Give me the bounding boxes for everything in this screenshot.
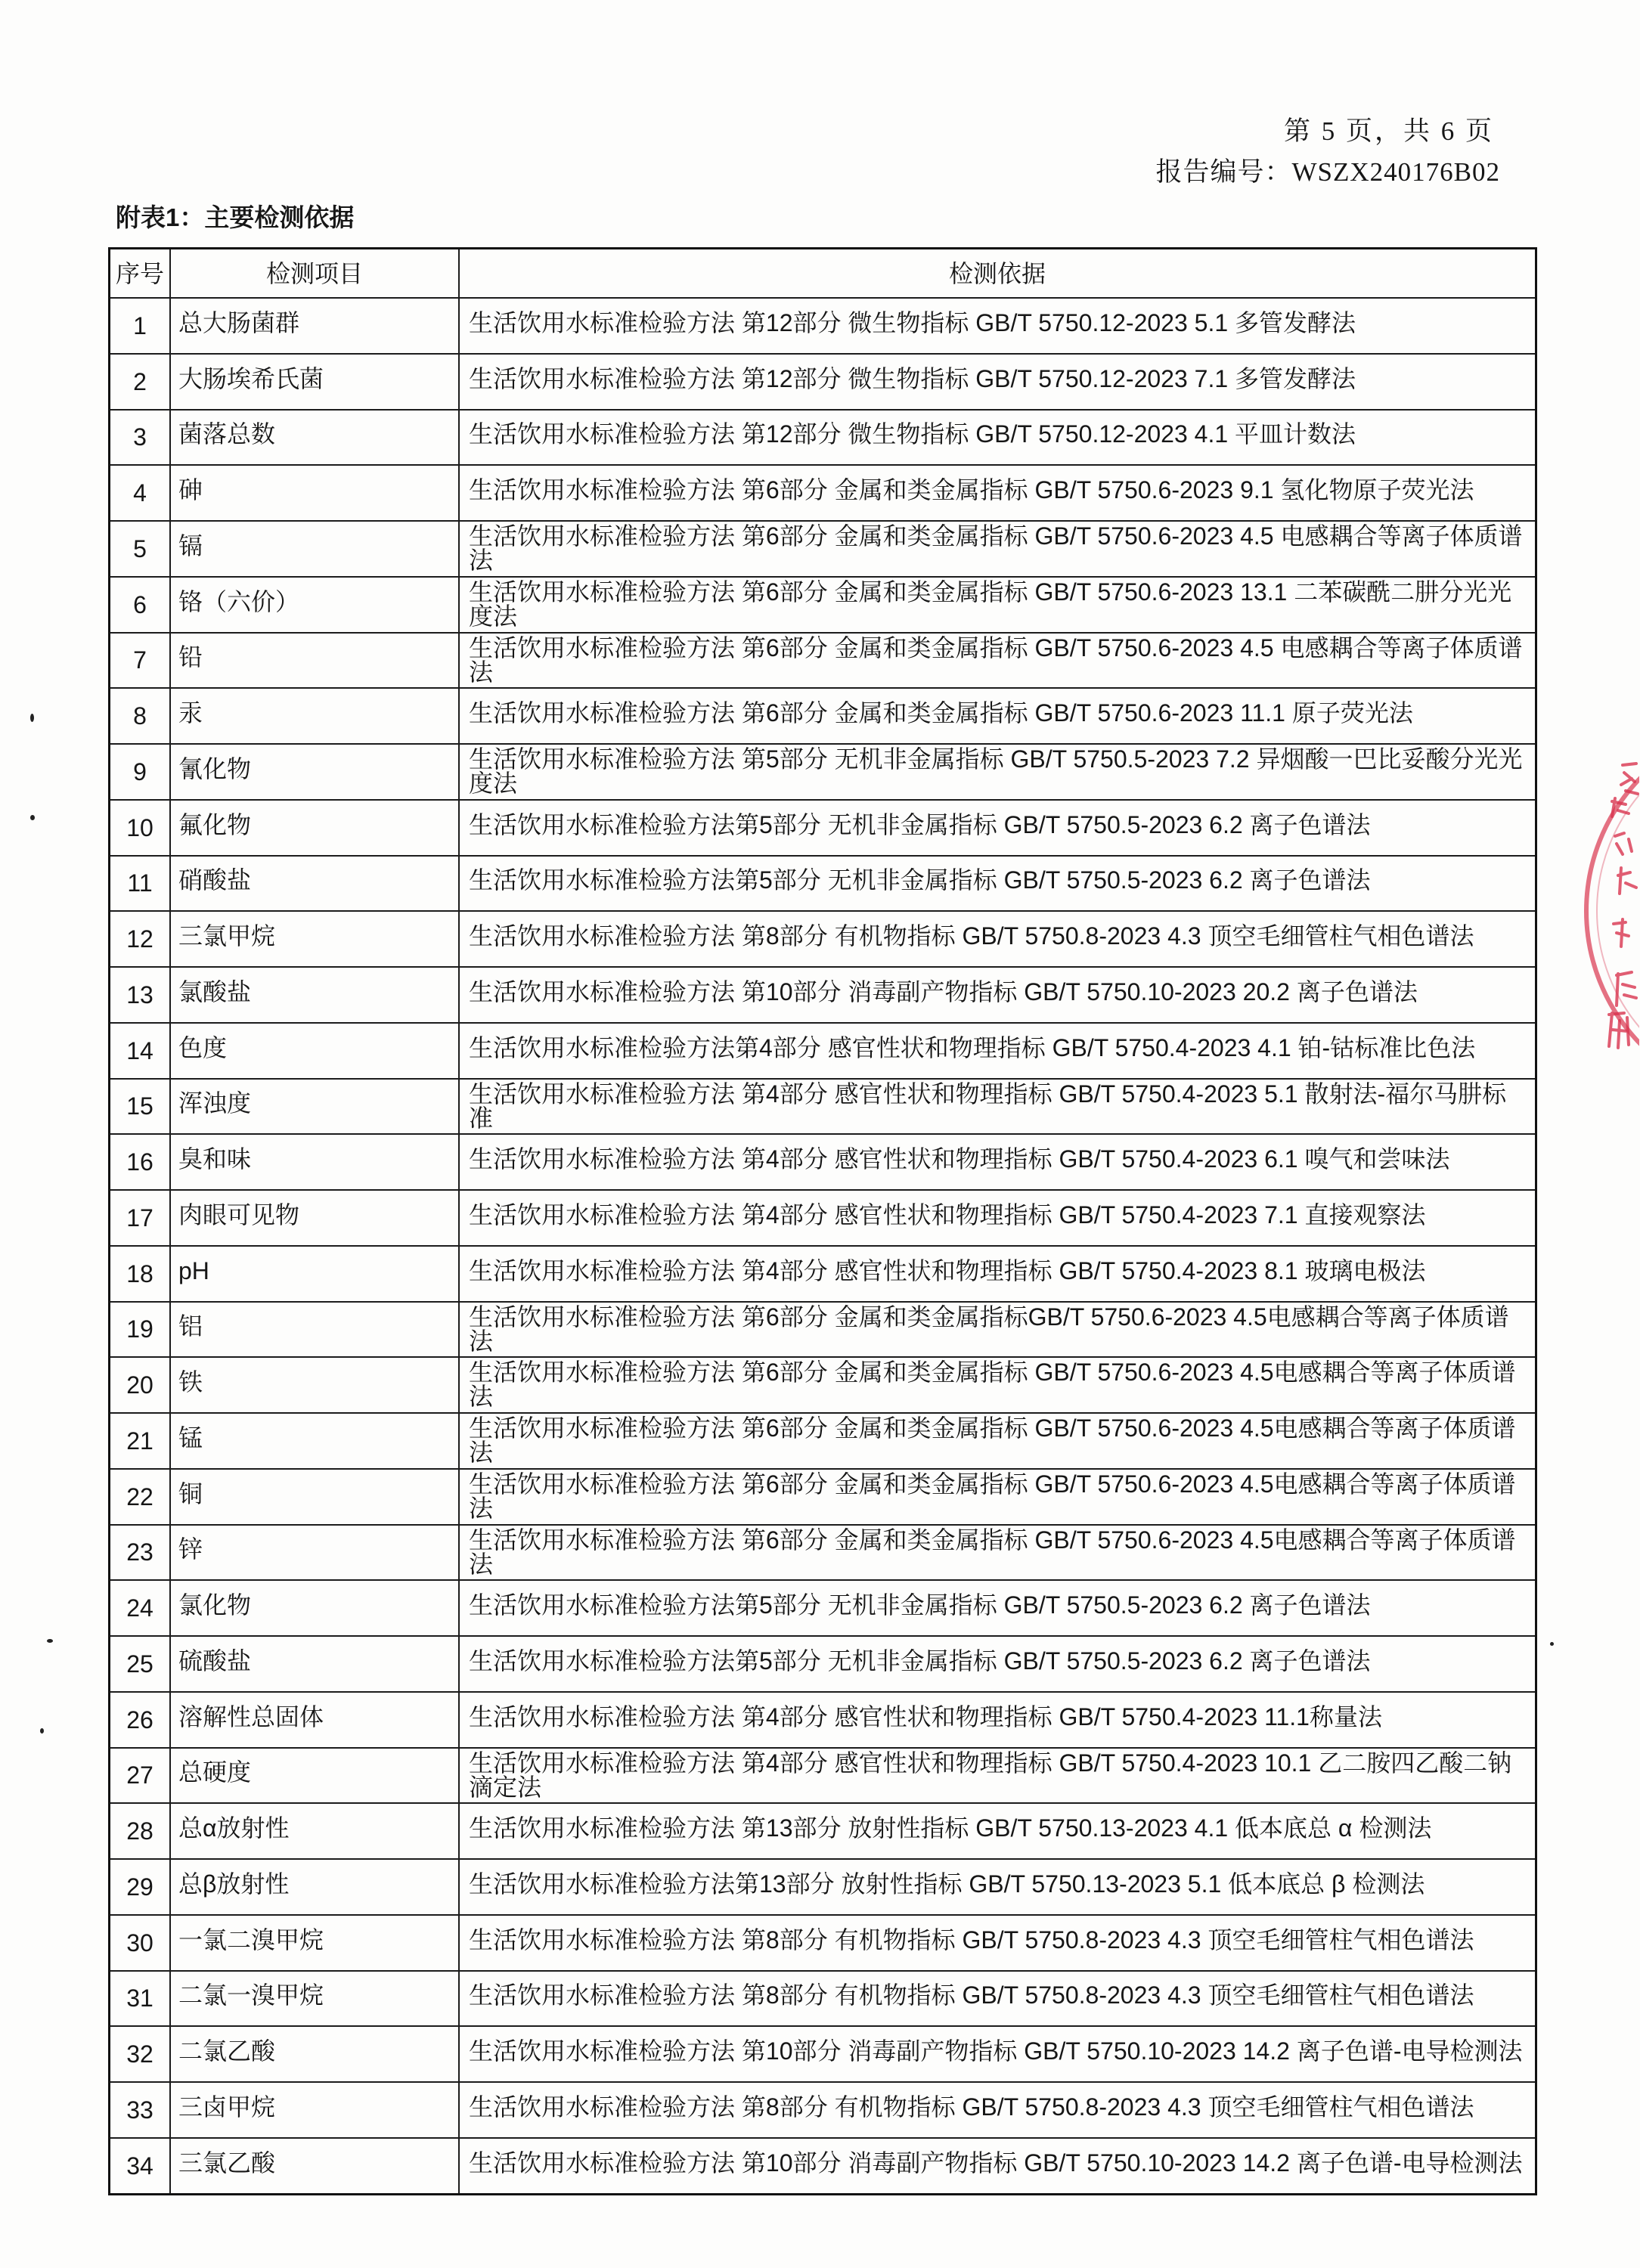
test-method-cell [458,1693,1535,1747]
test-method: 生活饮用水标准检验方法 第5部分 无机非金属指标 GB/T 5750.5-2023 7.2 异烟酸一巴比妥酸分光光度法 [469,745,1523,798]
test-item: 总β放射性 [178,1870,290,1898]
scan-speck [40,1728,44,1734]
test-method: 生活饮用水标准检验方法 第6部分 金属和类金属指标 GB/T 5750.6-2023 9.1 氢化物原子荧光法 [469,476,1474,504]
test-method-cell [458,1080,1535,1134]
table-row [110,1412,1535,1468]
row-number: 17 [126,1204,153,1232]
test-item: 色度 [178,1033,228,1061]
test-item-cell [169,634,458,688]
table-row [110,353,1535,409]
table-body [110,297,1535,2193]
row-number-cell [110,1972,169,2026]
test-method-cell [458,1358,1535,1412]
test-item: 镉 [178,531,203,559]
test-item: 二氯一溴甲烷 [178,1981,324,2009]
test-method-cell [458,466,1535,520]
row-number: 25 [126,1650,153,1678]
table-row [110,1970,1535,2026]
official-seal-partial [1579,748,1639,1074]
test-item-cell [169,466,458,520]
test-method: 生活饮用水标准检验方法第5部分 无机非金属指标 GB/T 5750.5-2023 6.2 离子色谱法 [469,1647,1371,1675]
row-number-cell [110,2027,169,2081]
row-number: 20 [126,1371,153,1399]
test-item: 二氯乙酸 [178,2037,276,2065]
test-item-cell [169,1470,458,1524]
row-number: 23 [126,1538,153,1566]
row-number-cell [110,689,169,743]
test-method: 生活饮用水标准检验方法 第6部分 金属和类金属指标GB/T 5750.6-2023 4.5电感耦合等离子体质谱法 [469,1303,1509,1355]
row-number-cell [110,745,169,799]
test-item: 大肠埃希氏菌 [178,364,324,392]
test-item: 浑浊度 [178,1089,252,1117]
test-item: 汞 [178,699,203,727]
row-number: 14 [126,1036,153,1064]
column-header-no: 序号 [115,259,164,287]
row-number-cell [110,1749,169,1803]
row-number: 22 [126,1483,153,1510]
row-number: 27 [126,1761,153,1789]
test-item: 硫酸盐 [178,1647,252,1675]
report-number-label: 报告编号： [1155,157,1292,187]
test-item-cell [169,1303,458,1357]
row-number: 18 [126,1259,153,1287]
row-number: 9 [133,758,147,785]
test-method: 生活饮用水标准检验方法 第6部分 金属和类金属指标 GB/T 5750.6-2023 4.5 电感耦合等离子体质谱法 [469,522,1523,575]
row-number-cell [110,1916,169,1970]
test-method: 生活饮用水标准检验方法第5部分 无机非金属指标 GB/T 5750.5-2023 6.2 离子色谱法 [469,810,1371,838]
table-row [110,632,1535,688]
test-item-cell [169,1247,458,1301]
row-number-cell [110,857,169,911]
row-number: 2 [133,367,147,395]
test-method-cell [458,1804,1535,1858]
test-method: 生活饮用水标准检验方法 第12部分 微生物指标 GB/T 5750.12-2023 5.1 多管发酵法 [469,308,1356,336]
test-method: 生活饮用水标准检验方法 第8部分 有机物指标 GB/T 5750.8-2023 4.3 顶空毛细管柱气相色谱法 [469,1926,1474,1954]
table-row [110,409,1535,465]
row-number-cell [110,411,169,465]
table-row [110,576,1535,632]
test-method-cell [458,355,1535,409]
test-method-cell [458,1191,1535,1245]
test-method-cell [458,1637,1535,1691]
test-method: 生活饮用水标准检验方法 第13部分 放射性指标 GB/T 5750.13-2023 4.1 低本底总 α 检测法 [469,1814,1432,1842]
row-number: 8 [133,702,147,730]
test-item-cell [169,1526,458,1580]
test-item: 铬（六价） [178,587,300,615]
table-row [110,1301,1535,1357]
row-number: 30 [126,1929,153,1957]
table-row [110,1579,1535,1635]
row-number-cell [110,1024,169,1078]
test-item: 三氯甲烷 [178,922,276,950]
test-method-cell [458,1247,1535,1301]
inspection-basis-table [108,247,1537,2195]
appendix-title: 附表1：主要检测依据 [116,203,355,231]
row-number: 15 [126,1092,153,1120]
test-item: pH [178,1256,209,1284]
table-row [110,1133,1535,1189]
row-number: 5 [133,534,147,562]
test-item-cell [169,1972,458,2026]
seal-ring [1586,748,1639,1074]
test-item: 菌落总数 [178,420,276,448]
row-number-cell [110,1135,169,1189]
test-item-cell [169,2027,458,2081]
row-number-cell [110,968,169,1022]
row-number-cell [110,1693,169,1747]
column-header-no-cell [110,249,169,297]
table-row [110,1691,1535,1747]
row-number: 28 [126,1817,153,1845]
table-row [110,910,1535,966]
table-row [110,855,1535,911]
row-number-cell [110,1860,169,1914]
table-row [110,966,1535,1022]
test-item-cell [169,2139,458,2193]
test-method-cell [458,1303,1535,1357]
row-number-cell [110,299,169,353]
scan-speck [1550,1642,1554,1646]
row-number: 24 [126,1594,153,1622]
test-method-cell [458,689,1535,743]
row-number: 10 [126,813,153,841]
test-item: 一氯二溴甲烷 [178,1926,324,1954]
table-row [110,1635,1535,1691]
test-item-cell [169,1749,458,1803]
row-number-cell [110,522,169,576]
row-number-cell [110,1247,169,1301]
test-method: 生活饮用水标准检验方法 第10部分 消毒副产物指标 GB/T 5750.10-2023 14.2 离子色谱-电导检测法 [469,2149,1523,2177]
report-number-value: WSZX240176B02 [1291,157,1500,187]
test-item-cell [169,355,458,409]
row-number-cell [110,912,169,966]
row-number-cell [110,1080,169,1134]
test-method-cell [458,857,1535,911]
table-row [110,297,1535,353]
test-item-cell [169,689,458,743]
test-method-cell [458,968,1535,1022]
table-row [110,1356,1535,1412]
test-method-cell [458,1749,1535,1803]
row-number-cell [110,578,169,632]
test-item: 铜 [178,1479,203,1507]
row-number: 33 [126,2096,153,2124]
test-item-cell [169,2083,458,2137]
test-item: 砷 [178,476,203,504]
test-method: 生活饮用水标准检验方法 第10部分 消毒副产物指标 GB/T 5750.10-2023 14.2 离子色谱-电导检测法 [469,2037,1523,2065]
test-method: 生活饮用水标准检验方法 第12部分 微生物指标 GB/T 5750.12-2023 4.1 平皿计数法 [469,420,1356,448]
test-item-cell [169,968,458,1022]
test-item: 氰化物 [178,754,252,782]
test-method: 生活饮用水标准检验方法 第4部分 感官性状和物理指标 GB/T 5750.4-2023 6.1 嗅气和尝味法 [469,1145,1450,1173]
test-method: 生活饮用水标准检验方法 第4部分 感官性状和物理指标 GB/T 5750.4-2023 8.1 玻璃电极法 [469,1256,1426,1284]
test-method: 生活饮用水标准检验方法 第6部分 金属和类金属指标 GB/T 5750.6-2023 4.5电感耦合等离子体质谱法 [469,1526,1516,1578]
test-item: 总硬度 [178,1758,252,1786]
row-number: 12 [126,925,153,953]
test-method: 生活饮用水标准检验方法第4部分 感官性状和物理指标 GB/T 5750.4-2023 4.1 铂-钴标准比色法 [469,1033,1476,1061]
test-method: 生活饮用水标准检验方法 第4部分 感官性状和物理指标 GB/T 5750.4-2023 5.1 散射法-福尔马肼标准 [469,1080,1507,1132]
test-method-cell [458,1581,1535,1635]
test-item-cell [169,1135,458,1189]
row-number: 29 [126,1873,153,1901]
table-row [110,1747,1535,1803]
row-number: 13 [126,981,153,1009]
test-item-cell [169,1414,458,1468]
test-method: 生活饮用水标准检验方法第13部分 放射性指标 GB/T 5750.13-2023 5.1 低本底总 β 检测法 [469,1870,1425,1898]
test-method-cell [458,912,1535,966]
test-method: 生活饮用水标准检验方法 第6部分 金属和类金属指标 GB/T 5750.6-2023 4.5电感耦合等离子体质谱法 [469,1470,1516,1522]
test-method-cell [458,1860,1535,1914]
row-number: 26 [126,1706,153,1734]
row-number: 3 [133,423,147,451]
row-number-cell [110,1303,169,1357]
table-row [110,2137,1535,2193]
row-number-cell [110,1804,169,1858]
test-item: 硝酸盐 [178,866,252,894]
test-method-cell [458,2027,1535,2081]
test-method-cell [458,522,1535,576]
test-method-cell [458,411,1535,465]
table-row [110,1022,1535,1078]
test-method: 生活饮用水标准检验方法 第6部分 金属和类金属指标 GB/T 5750.6-2023 4.5电感耦合等离子体质谱法 [469,1414,1516,1467]
test-item: 溶解性总固体 [178,1703,324,1730]
test-method-cell [458,2139,1535,2193]
row-number: 16 [126,1148,153,1176]
test-item: 氟化物 [178,810,252,838]
table-row [110,2081,1535,2137]
row-number: 32 [126,2040,153,2068]
row-number: 31 [126,1984,153,2012]
test-item-cell [169,912,458,966]
test-method-cell [458,1526,1535,1580]
test-item: 氯化物 [178,1591,252,1619]
test-method: 生活饮用水标准检验方法 第6部分 金属和类金属指标 GB/T 5750.6-2023 4.5 电感耦合等离子体质谱法 [469,634,1523,686]
row-number: 11 [127,869,153,897]
test-item-cell [169,1080,458,1134]
row-number-cell [110,1191,169,1245]
test-method: 生活饮用水标准检验方法 第4部分 感官性状和物理指标 GB/T 5750.4-2023 7.1 直接观察法 [469,1201,1426,1228]
test-item: 总α放射性 [178,1814,290,1842]
test-item: 氯酸盐 [178,978,252,1005]
test-item: 铝 [178,1312,203,1340]
test-method-cell [458,1916,1535,1970]
test-item-cell [169,1581,458,1635]
row-number-cell [110,1526,169,1580]
test-method-cell [458,1024,1535,1078]
test-method: 生活饮用水标准检验方法 第6部分 金属和类金属指标 GB/T 5750.6-2023 13.1 二苯碳酰二肼分光光度法 [469,578,1512,630]
table-row [110,799,1535,855]
table-row [110,743,1535,799]
page-indicator-text: 第 5 页，共 6 页 [1283,116,1494,146]
column-header-item: 检测项目 [265,259,363,287]
row-number-cell [110,466,169,520]
test-item-cell [169,1804,458,1858]
table-row [110,687,1535,743]
row-number-cell [110,1470,169,1524]
row-number: 7 [133,646,147,674]
test-item-cell [169,1693,458,1747]
test-method: 生活饮用水标准检验方法 第12部分 微生物指标 GB/T 5750.12-2023 7.1 多管发酵法 [469,364,1356,392]
row-number-cell [110,1581,169,1635]
test-item: 铅 [178,643,203,671]
test-method-cell [458,299,1535,353]
table-header-row [110,249,1535,297]
test-method: 生活饮用水标准检验方法 第6部分 金属和类金属指标 GB/T 5750.6-2023 11.1 原子荧光法 [469,699,1413,727]
test-method: 生活饮用水标准检验方法 第8部分 有机物指标 GB/T 5750.8-2023 4.3 顶空毛细管柱气相色谱法 [469,1981,1474,2009]
test-item: 三氯乙酸 [178,2149,276,2177]
test-item-cell [169,1637,458,1691]
test-method: 生活饮用水标准检验方法 第8部分 有机物指标 GB/T 5750.8-2023 4.3 顶空毛细管柱气相色谱法 [469,922,1474,950]
page-indicator [1284,110,1494,148]
table-row [110,464,1535,520]
table-row [110,1189,1535,1245]
test-method-cell [458,745,1535,799]
test-item: 锌 [178,1535,203,1563]
column-header-method: 检测依据 [948,259,1046,287]
row-number-cell [110,801,169,855]
test-method-cell [458,1135,1535,1189]
test-method-cell [458,1414,1535,1468]
test-item-cell [169,857,458,911]
test-item-cell [169,1024,458,1078]
table-row [110,1914,1535,1970]
test-method: 生活饮用水标准检验方法 第4部分 感官性状和物理指标 GB/T 5750.4-2023 10.1 乙二胺四乙酸二钠滴定法 [469,1749,1512,1801]
row-number: 1 [133,311,147,339]
column-header-method-cell [458,249,1535,297]
test-item-cell [169,578,458,632]
test-item-cell [169,1916,458,1970]
scan-speck [30,714,34,722]
report-number [1155,151,1500,189]
test-item-cell [169,745,458,799]
test-method-cell [458,2083,1535,2137]
table-row [110,520,1535,576]
column-header-item-cell [169,249,458,297]
test-item-cell [169,801,458,855]
test-method: 生活饮用水标准检验方法 第4部分 感官性状和物理指标 GB/T 5750.4-2023 11.1称量法 [469,1703,1382,1730]
row-number: 6 [133,590,147,618]
test-item: 肉眼可见物 [178,1201,300,1228]
test-item-cell [169,1358,458,1412]
row-number-cell [110,2083,169,2137]
row-number: 19 [126,1315,153,1343]
table-row [110,1802,1535,1858]
table-row [110,2025,1535,2081]
test-method-cell [458,634,1535,688]
test-item: 臭和味 [178,1145,252,1173]
row-number: 4 [133,479,147,507]
row-number-cell [110,355,169,409]
test-method-cell [458,1470,1535,1524]
test-item-cell [169,411,458,465]
row-number-cell [110,1414,169,1468]
table-row [110,1078,1535,1134]
test-item-cell [169,299,458,353]
test-method-cell [458,801,1535,855]
test-method-cell [458,1972,1535,2026]
scan-speck [47,1639,53,1643]
row-number-cell [110,1358,169,1412]
test-method-cell [458,578,1535,632]
test-method: 生活饮用水标准检验方法 第6部分 金属和类金属指标 GB/T 5750.6-2023 4.5电感耦合等离子体质谱法 [469,1359,1516,1411]
test-method: 生活饮用水标准检验方法第5部分 无机非金属指标 GB/T 5750.5-2023 6.2 离子色谱法 [469,866,1371,894]
test-item-cell [169,1860,458,1914]
test-item: 锰 [178,1424,203,1452]
test-method: 生活饮用水标准检验方法 第10部分 消毒副产物指标 GB/T 5750.10-2023 20.2 离子色谱法 [469,978,1418,1005]
row-number: 21 [126,1427,153,1455]
test-method: 生活饮用水标准检验方法第5部分 无机非金属指标 GB/T 5750.5-2023 6.2 离子色谱法 [469,1591,1371,1619]
test-item: 铁 [178,1368,203,1396]
table-row [110,1468,1535,1524]
row-number: 34 [126,2152,153,2180]
test-method: 生活饮用水标准检验方法 第8部分 有机物指标 GB/T 5750.8-2023 4.3 顶空毛细管柱气相色谱法 [469,2093,1474,2121]
test-item-cell [169,522,458,576]
row-number-cell [110,634,169,688]
test-item: 三卤甲烷 [178,2093,276,2121]
test-item-cell [169,1191,458,1245]
test-item: 总大肠菌群 [178,308,300,336]
table-row [110,1858,1535,1914]
table-row [110,1524,1535,1580]
row-number-cell [110,2139,169,2193]
scan-speck [30,815,35,820]
table-row [110,1245,1535,1301]
row-number-cell [110,1637,169,1691]
